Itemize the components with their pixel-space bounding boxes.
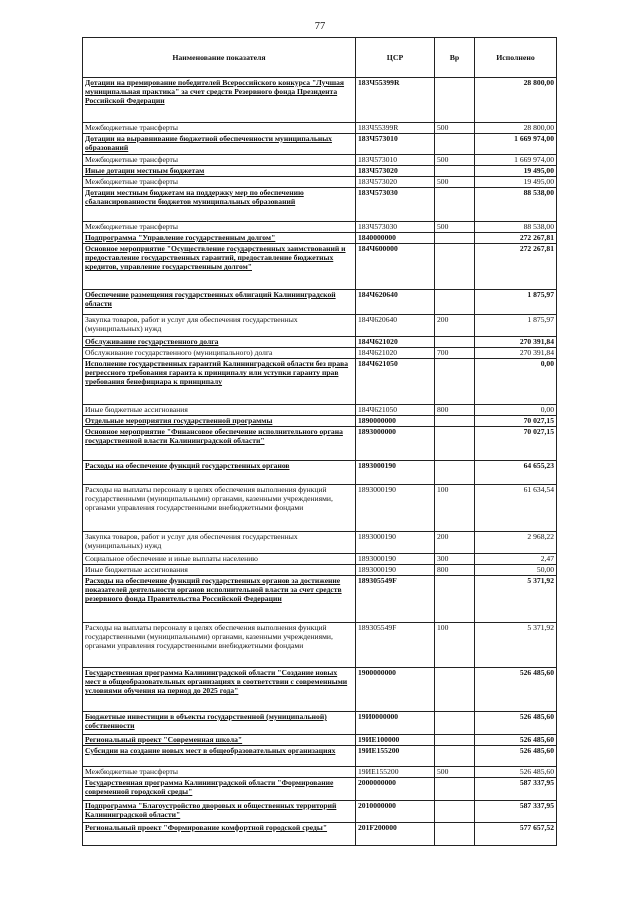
cell-amount: 587 337,95 xyxy=(475,778,557,801)
table-row xyxy=(83,416,557,427)
cell-amount: 1 875,97 xyxy=(475,315,557,337)
cell-csr: 183Ч573030 xyxy=(356,222,435,233)
table-row xyxy=(83,222,557,233)
table-header-row xyxy=(83,38,557,78)
cell-name: Государственная программа Калининградской области "Создание новых мест в общеобразовательных организациях в соответствии с современными условиями обучения на период до 2025 года" xyxy=(83,668,356,712)
table-row xyxy=(83,155,557,166)
cell-name: Иные бюджетные ассигнования xyxy=(83,405,356,416)
cell-amount: 28 800,00 xyxy=(475,78,557,123)
table-row xyxy=(83,623,557,668)
cell-amount: 272 267,81 xyxy=(475,233,557,244)
cell-amount: 270 391,84 xyxy=(475,348,557,359)
cell-name: Иные дотации местным бюджетам xyxy=(83,166,356,177)
cell-vr xyxy=(435,233,475,244)
cell-name: Субсидии на создание новых мест в общеобразовательных организациях xyxy=(83,746,356,767)
cell-amount: 587 337,95 xyxy=(475,801,557,823)
cell-name: Закупка товаров, работ и услуг для обеспечения государственных (муниципальных) нужд xyxy=(83,315,356,337)
table-row xyxy=(83,78,557,123)
cell-amount: 70 027,15 xyxy=(475,427,557,461)
cell-vr: 100 xyxy=(435,485,475,532)
cell-vr xyxy=(435,78,475,123)
cell-vr xyxy=(435,576,475,623)
cell-amount: 19 495,00 xyxy=(475,166,557,177)
cell-vr: 700 xyxy=(435,348,475,359)
cell-csr: 1893000190 xyxy=(356,565,435,576)
cell-name: Дотации на выравнивание бюджетной обеспеченности муниципальных образований xyxy=(83,134,356,155)
table-row xyxy=(83,315,557,337)
cell-csr: 201F200000 xyxy=(356,823,435,846)
cell-name: Межбюджетные трансферты xyxy=(83,222,356,233)
cell-vr xyxy=(435,712,475,735)
cell-name: Иные бюджетные ассигнования xyxy=(83,565,356,576)
cell-csr: 1840000000 xyxy=(356,233,435,244)
cell-name: Расходы на обеспечение функций государственных органов за достижение показателей деятельности органов исполнительной власти за счет средств резервного фонда Правительства Российской Федерации xyxy=(83,576,356,623)
header-csr: ЦСР xyxy=(356,38,435,78)
cell-csr: 2010000000 xyxy=(356,801,435,823)
table-row xyxy=(83,668,557,712)
cell-vr xyxy=(435,778,475,801)
cell-name: Расходы на выплаты персоналу в целях обеспечения выполнения функций государственными (муниципальными) органами, казенными учреждениями, органами управления государственными внебюджетными фондами xyxy=(83,623,356,668)
cell-csr: 1893000190 xyxy=(356,461,435,485)
table-row xyxy=(83,554,557,565)
cell-amount: 1 669 974,00 xyxy=(475,155,557,166)
cell-vr xyxy=(435,188,475,222)
cell-vr xyxy=(435,461,475,485)
table-row xyxy=(83,166,557,177)
cell-csr: 1893000190 xyxy=(356,532,435,554)
cell-vr xyxy=(435,416,475,427)
table-row xyxy=(83,767,557,778)
header-name: Наименование показателя xyxy=(83,38,356,78)
cell-name: Обслуживание государственного долга xyxy=(83,337,356,348)
cell-amount: 64 655,23 xyxy=(475,461,557,485)
cell-amount: 577 657,52 xyxy=(475,823,557,846)
cell-csr: 184Ч621020 xyxy=(356,348,435,359)
cell-amount: 1 875,97 xyxy=(475,290,557,315)
cell-name: Основное мероприятие "Осуществление государственных заимствований и предоставление государственных гарантий, предоставление бюджетных кредитов, управление государственным долгом" xyxy=(83,244,356,290)
cell-csr: 183Ч573010 xyxy=(356,134,435,155)
cell-amount: 50,00 xyxy=(475,565,557,576)
cell-vr: 100 xyxy=(435,623,475,668)
cell-csr: 183Ч573020 xyxy=(356,177,435,188)
table-row xyxy=(83,134,557,155)
table-row xyxy=(83,576,557,623)
cell-name: Социальное обеспечение и иные выплаты населению xyxy=(83,554,356,565)
cell-vr: 500 xyxy=(435,177,475,188)
cell-name: Государственная программа Калининградской области "Формирование современной городской среды" xyxy=(83,778,356,801)
cell-csr: 184Ч600000 xyxy=(356,244,435,290)
cell-name: Бюджетные инвестиции в объекты государственной (муниципальной) собственности xyxy=(83,712,356,735)
cell-name: Региональный проект "Формирование комфортной городской среды" xyxy=(83,823,356,846)
cell-csr: 1900000000 xyxy=(356,668,435,712)
budget-execution-table xyxy=(82,37,557,846)
cell-amount: 2,47 xyxy=(475,554,557,565)
table-row xyxy=(83,427,557,461)
cell-amount: 88 538,00 xyxy=(475,188,557,222)
header-vr: Вр xyxy=(435,38,475,78)
cell-csr: 183Ч55399R xyxy=(356,78,435,123)
cell-vr: 800 xyxy=(435,565,475,576)
cell-vr xyxy=(435,166,475,177)
table-row xyxy=(83,778,557,801)
cell-name: Подпрограмма "Управление государственным долгом" xyxy=(83,233,356,244)
cell-vr xyxy=(435,337,475,348)
cell-vr xyxy=(435,427,475,461)
cell-amount: 526 485,60 xyxy=(475,735,557,746)
cell-name: Основное мероприятие "Финансовое обеспечение исполнительного органа государственной власти Калининградской области" xyxy=(83,427,356,461)
table-row xyxy=(83,359,557,405)
cell-csr: 1890000000 xyxy=(356,416,435,427)
cell-amount: 2 968,22 xyxy=(475,532,557,554)
table-body xyxy=(83,78,557,846)
table-row xyxy=(83,337,557,348)
cell-vr xyxy=(435,134,475,155)
cell-amount: 1 669 974,00 xyxy=(475,134,557,155)
cell-amount: 526 485,60 xyxy=(475,746,557,767)
cell-csr: 19ИЕ155200 xyxy=(356,746,435,767)
cell-amount: 272 267,81 xyxy=(475,244,557,290)
cell-vr: 500 xyxy=(435,222,475,233)
cell-amount: 5 371,92 xyxy=(475,576,557,623)
cell-csr: 189305549F xyxy=(356,623,435,668)
cell-amount: 61 634,54 xyxy=(475,485,557,532)
table-row xyxy=(83,405,557,416)
cell-amount: 88 538,00 xyxy=(475,222,557,233)
cell-amount: 526 485,60 xyxy=(475,712,557,735)
cell-csr: 183Ч55399R xyxy=(356,123,435,134)
table-row xyxy=(83,244,557,290)
table-row xyxy=(83,461,557,485)
cell-csr: 19ИЕ100000 xyxy=(356,735,435,746)
cell-vr: 800 xyxy=(435,405,475,416)
header-amount: Исполнено xyxy=(475,38,557,78)
cell-amount: 5 371,92 xyxy=(475,623,557,668)
cell-name: Региональный проект "Современная школа" xyxy=(83,735,356,746)
cell-vr: 200 xyxy=(435,315,475,337)
cell-csr: 19И0000000 xyxy=(356,712,435,735)
cell-csr: 2000000000 xyxy=(356,778,435,801)
cell-vr xyxy=(435,290,475,315)
page-number: 77 xyxy=(314,21,326,32)
table-row xyxy=(83,712,557,735)
cell-vr xyxy=(435,359,475,405)
cell-name: Дотации на премирование победителей Всероссийского конкурса "Лучшая муниципальная практика" за счет средств Резервного фонда Президента Российской Федерации xyxy=(83,78,356,123)
cell-amount: 270 391,84 xyxy=(475,337,557,348)
table-row xyxy=(83,348,557,359)
cell-csr: 184Ч621050 xyxy=(356,359,435,405)
cell-amount: 19 495,00 xyxy=(475,177,557,188)
cell-name: Расходы на обеспечение функций государственных органов xyxy=(83,461,356,485)
table-row xyxy=(83,290,557,315)
cell-vr xyxy=(435,823,475,846)
cell-vr: 500 xyxy=(435,123,475,134)
table-row xyxy=(83,177,557,188)
cell-csr: 184Ч620640 xyxy=(356,315,435,337)
table-row xyxy=(83,746,557,767)
cell-amount: 70 027,15 xyxy=(475,416,557,427)
cell-amount: 28 800,00 xyxy=(475,123,557,134)
cell-vr: 500 xyxy=(435,767,475,778)
cell-name: Закупка товаров, работ и услуг для обеспечения государственных (муниципальных) нужд xyxy=(83,532,356,554)
cell-name: Обеспечение размещения государственных облигаций Калининградской области xyxy=(83,290,356,315)
cell-csr: 184Ч620640 xyxy=(356,290,435,315)
cell-csr: 183Ч573030 xyxy=(356,188,435,222)
cell-name: Межбюджетные трансферты xyxy=(83,123,356,134)
cell-vr xyxy=(435,244,475,290)
cell-vr xyxy=(435,801,475,823)
table-row xyxy=(83,485,557,532)
cell-name: Дотации местным бюджетам на поддержку мер по обеспечению сбалансированности бюджетов муниципальных образований xyxy=(83,188,356,222)
cell-name: Межбюджетные трансферты xyxy=(83,767,356,778)
cell-csr: 1893000190 xyxy=(356,485,435,532)
cell-csr: 189305549F xyxy=(356,576,435,623)
cell-csr: 184Ч621050 xyxy=(356,405,435,416)
cell-csr: 183Ч573010 xyxy=(356,155,435,166)
cell-vr: 200 xyxy=(435,532,475,554)
cell-csr: 19ИЕ155200 xyxy=(356,767,435,778)
cell-name: Исполнение государственных гарантий Калининградской области без права регрессного требования гаранта к принципалу или уступки гаранту прав требования бенефициара к принципалу xyxy=(83,359,356,405)
cell-amount: 0,00 xyxy=(475,405,557,416)
table-row xyxy=(83,823,557,846)
cell-name: Отдельные мероприятия государственной программы xyxy=(83,416,356,427)
table-row xyxy=(83,233,557,244)
table-row xyxy=(83,123,557,134)
cell-csr: 1893000000 xyxy=(356,427,435,461)
cell-name: Подпрограмма "Благоустройство дворовых и общественных территорий Калининградской области" xyxy=(83,801,356,823)
cell-amount: 526 485,60 xyxy=(475,767,557,778)
cell-amount: 526 485,60 xyxy=(475,668,557,712)
cell-name: Расходы на выплаты персоналу в целях обеспечения выполнения функций государственными (муниципальными) органами, казенными учреждениями, органами управления государственными внебюджетными фондами xyxy=(83,485,356,532)
cell-vr: 500 xyxy=(435,155,475,166)
cell-vr xyxy=(435,735,475,746)
cell-vr: 300 xyxy=(435,554,475,565)
cell-name: Обслуживание государственного (муниципального) долга xyxy=(83,348,356,359)
table-row xyxy=(83,532,557,554)
cell-amount: 0,00 xyxy=(475,359,557,405)
table-row xyxy=(83,735,557,746)
cell-name: Межбюджетные трансферты xyxy=(83,177,356,188)
table-row xyxy=(83,565,557,576)
cell-csr: 1893000190 xyxy=(356,554,435,565)
table-row xyxy=(83,188,557,222)
cell-vr xyxy=(435,668,475,712)
table-row xyxy=(83,801,557,823)
cell-vr xyxy=(435,746,475,767)
cell-csr: 183Ч573020 xyxy=(356,166,435,177)
cell-csr: 184Ч621020 xyxy=(356,337,435,348)
cell-name: Межбюджетные трансферты xyxy=(83,155,356,166)
